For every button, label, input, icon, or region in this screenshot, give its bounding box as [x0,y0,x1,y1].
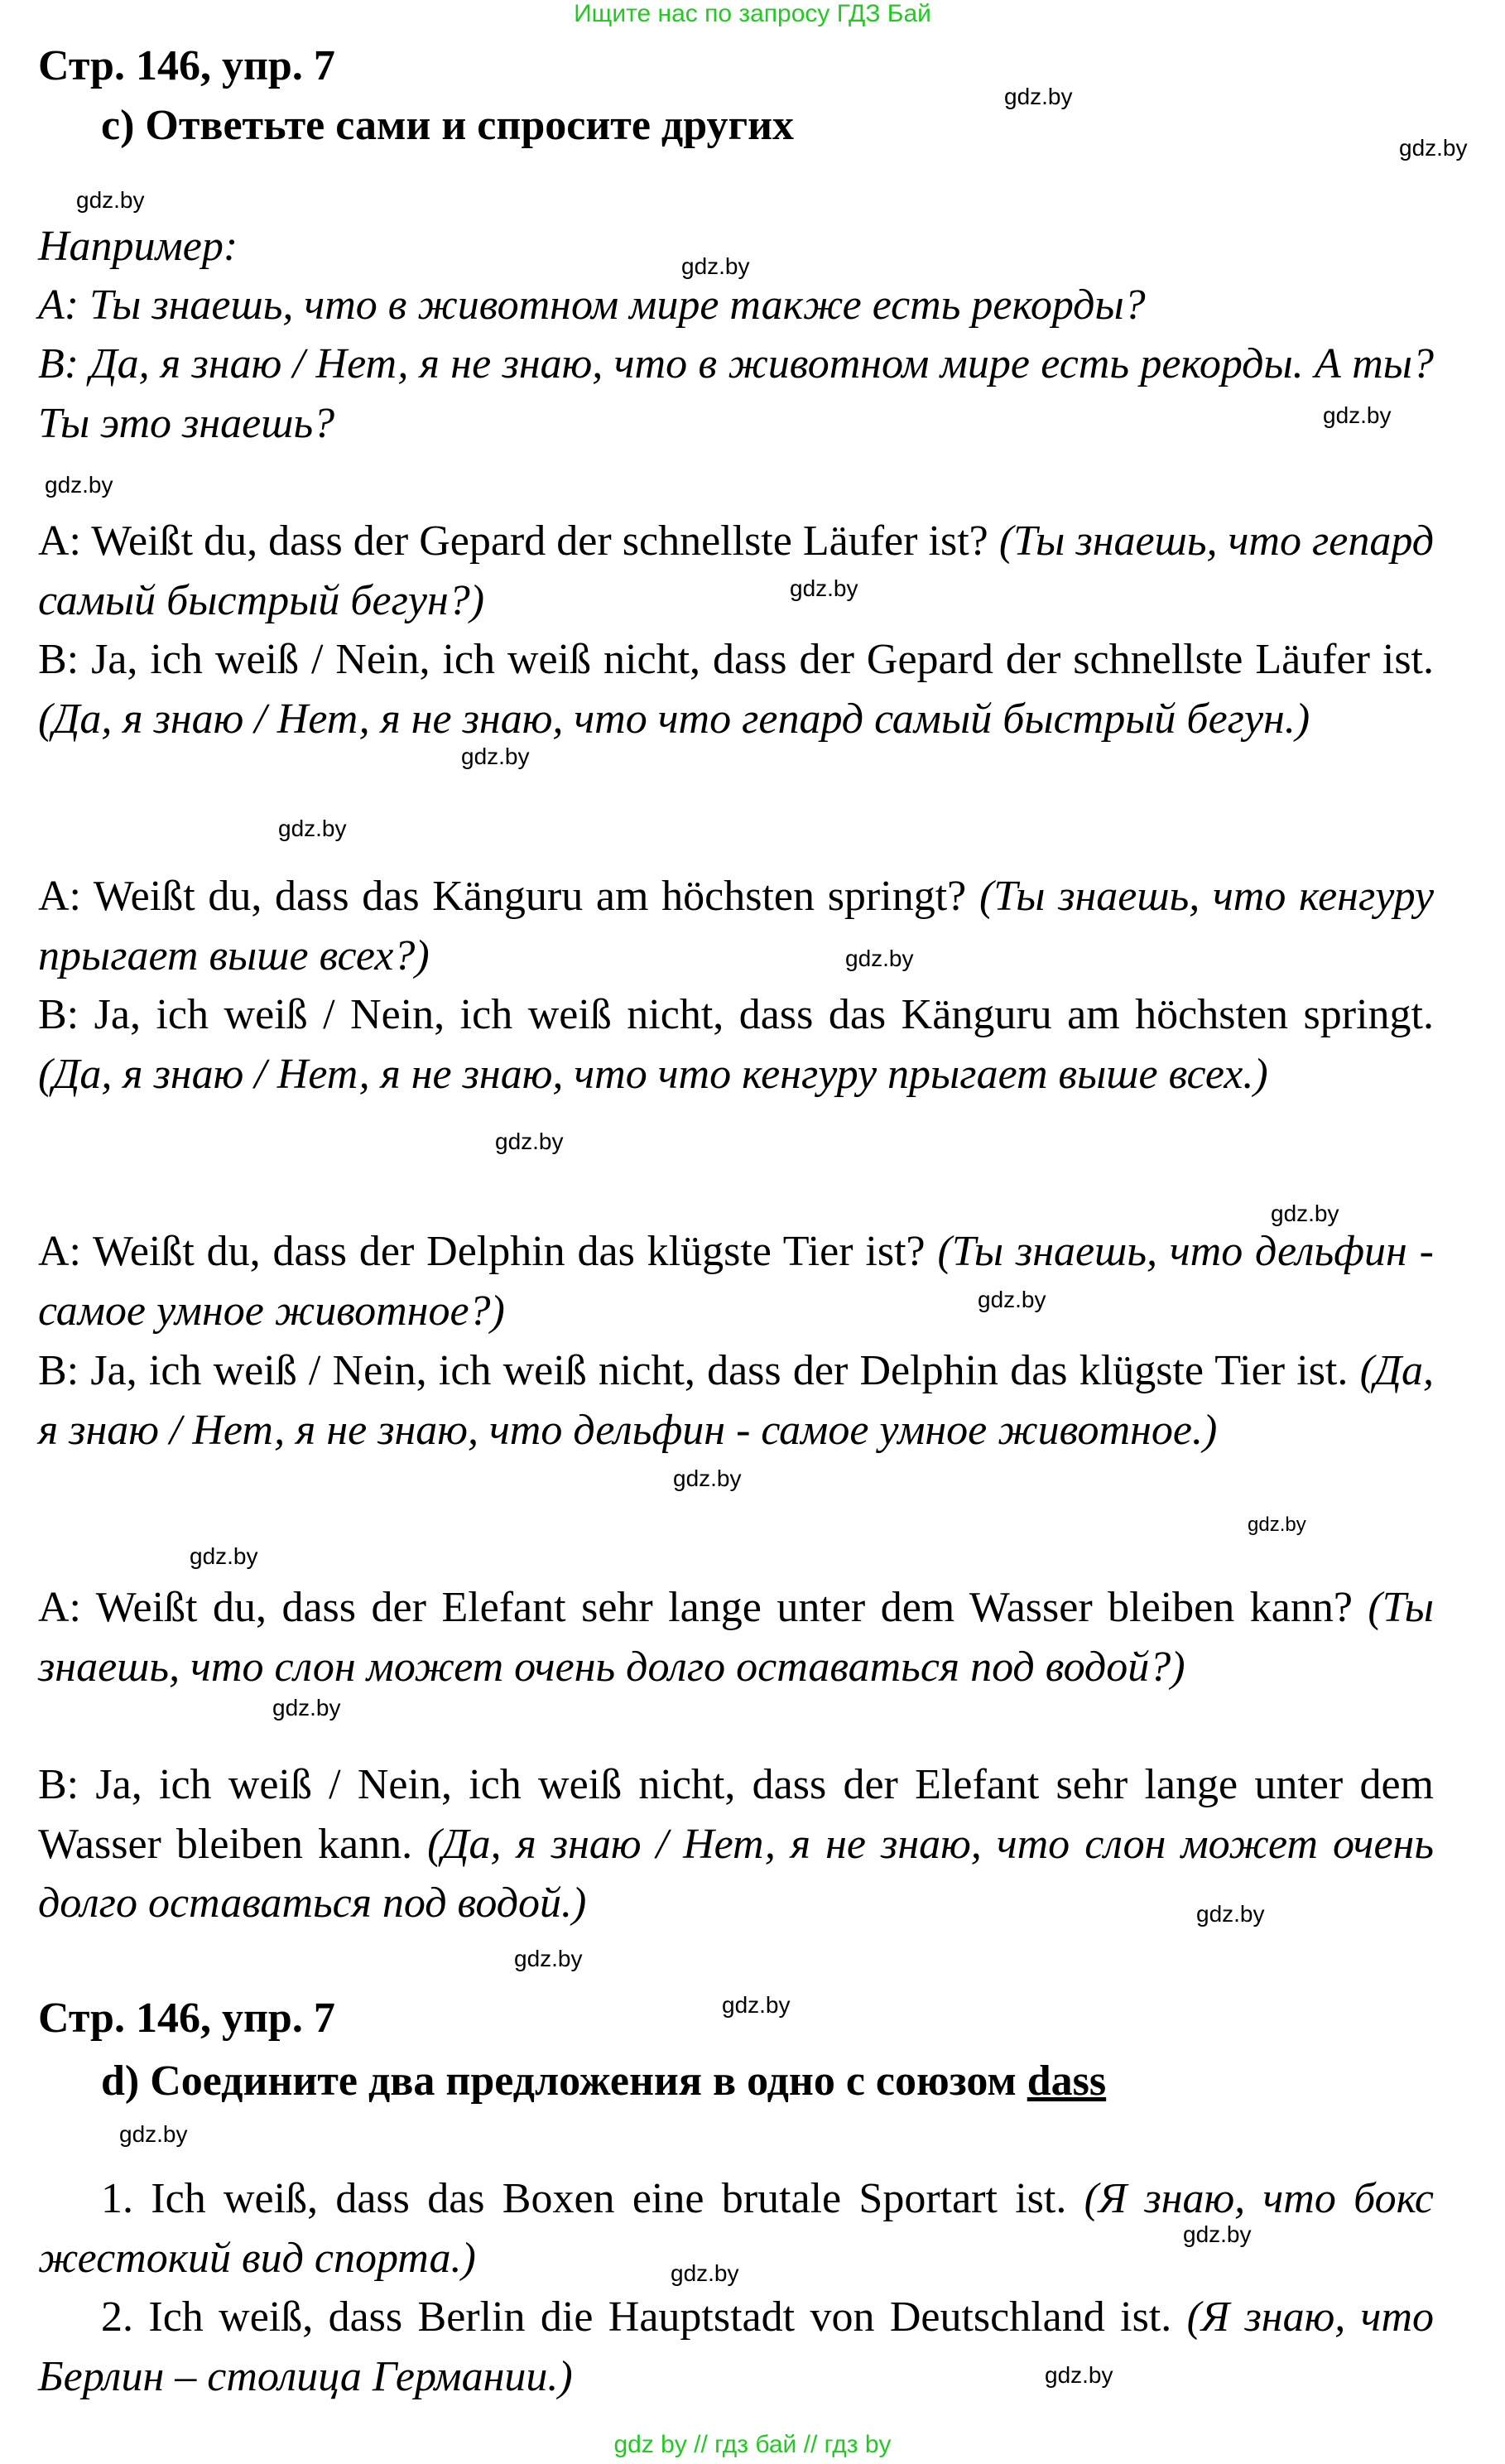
list-item-2-number: 2. [101,2293,133,2341]
watermark: gdz.by [978,1287,1046,1312]
example-label: Например: [38,223,238,270]
watermark: gdz.by [119,2121,188,2147]
watermark: gdz.by [1004,84,1073,109]
watermark: gdz.by [76,187,145,213]
list-item-2-russian: (Я знаю, что Берлин – столица Германии.) [38,2293,1434,2400]
watermark: gdz.by [1183,2221,1252,2247]
watermark: gdz.by [790,575,858,601]
top-banner[interactable]: Ищите нас по запросу ГДЗ Бай [574,0,931,27]
watermark: gdz.by [845,946,914,971]
watermark: gdz.by [1045,2362,1113,2388]
watermark: gdz.by [671,2260,739,2286]
watermark: gdz.by [1196,1901,1265,1927]
dialogue-1-b-russian: (Да, я знаю / Нет, я не знаю, что что гепард самый быстрый бегун.) [38,695,1310,743]
dialogue-2-a-german: A: Weißt du, dass das Känguru am höchsten springt? [38,873,967,920]
dialogue-4-a [38,1578,1434,1696]
bottom-banner[interactable]: gdz by // гдз бай // гдз by [613,2431,892,2458]
dialogue-2-b-german: B: Ja, ich weiß / Nein, ich weiß nicht, dass das Känguru am höchsten springt. [38,991,1434,1038]
watermark: gdz.by [461,744,530,769]
dialogue-3-b-russian: (Да, я знаю / Нет, я не знаю, что дельфин - самое умное животное.) [38,1347,1435,1454]
section-c-title: c) Ответьте сами и спросите других [101,102,795,149]
dialogue-2-a [38,867,1434,985]
watermark: gdz.by [190,1543,258,1569]
dialogue-1-b-german: B: Ja, ich weiß / Nein, ich weiß nicht, dass der Gepard der schnellste Läufer ist. [38,636,1434,683]
watermark: gdz.by [681,253,750,279]
dialogue-1-a [38,512,1434,630]
dialogue-4-a-russian: (Ты знаешь, что слон может очень долго оставаться под водой?) [38,1584,1434,1691]
watermark: gdz.by [278,816,347,841]
list-item-2 [38,2288,1434,2406]
watermark: gdz.by [673,1465,742,1491]
dialogue-2-b [38,985,1434,1104]
example-b: В: Да, я знаю / Нет, я не знаю, что в животном мире есть рекорды. А ты? Ты это знаешь? [38,340,1434,447]
list-item-2-german: Ich weiß, dass Berlin die Hauptstadt von Deutschland ist. [148,2293,1172,2341]
watermark: gdz.by [514,1946,583,1971]
watermark: gdz.by [495,1129,564,1154]
dialogue-3-a-russian: (Ты знаешь, что дельфин - самое умное животное?) [38,1228,1435,1335]
section-d-title [101,2057,1106,2106]
dialogue-4-b-russian: (Да, я знаю / Нет, я не знаю, что слон может очень долго оставаться под водой.) [38,1820,1435,1927]
dialogue-2-b-russian: (Да, я знаю / Нет, я не знаю, что что кенгуру прыгает выше всех.) [38,1050,1268,1098]
section-d-page-ref: Стр. 146, упр. 7 [38,1995,335,2042]
dialogue-2-a-russian: (Ты знаешь, что кенгуру прыгает выше всех?) [38,873,1435,979]
watermark: gdz.by [722,1992,791,2018]
watermark: gdz.by [272,1695,341,1720]
dialogue-1-a-german: A: Weißt du, dass der Gepard der schnellste Läufer ist? [38,517,988,565]
list-item-1-number: 1. [101,2175,133,2222]
dialogue-4-a-german: A: Weißt du, dass der Elefant sehr lange unter dem Wasser bleiben kann? [38,1584,1353,1631]
watermark: gdz.by [1271,1201,1339,1226]
watermark: gdz.by [1248,1514,1306,1536]
dialogue-3-a [38,1222,1434,1340]
dialogue-1-a-russian: (Ты знаешь, что гепард самый быстрый бегун?) [38,517,1435,624]
section-c-page-ref: Стр. 146, упр. 7 [38,42,335,89]
dialogue-3-b-german: B: Ja, ich weiß / Nein, ich weiß nicht, dass der Delphin das klügste Tier ist. [38,1347,1349,1394]
dialogue-3-a-german: A: Weißt du, dass der Delphin das klügste Tier ist? [38,1228,926,1275]
watermark: gdz.by [1323,402,1392,428]
list-item-1-russian: (Я знаю, что бокс жестокий вид спорта.) [38,2175,1435,2282]
watermark: gdz.by [1399,135,1468,161]
dialogue-3-b [38,1341,1434,1460]
list-item-1-german: Ich weiß, dass das Boxen eine brutale Sportart ist. [151,2175,1067,2222]
example-a: А: Ты знаешь, что в животном мире также есть рекорды? [38,282,1146,329]
section-d-title-text: d) Соедините два предложения в одно с союзом [101,2057,1027,2105]
dialogue-4-b-german: B: Ja, ich weiß / Nein, ich weiß nicht, dass der Elefant sehr lange unter dem Wasser bleiben kann. [38,1761,1434,1868]
section-d-title-keyword: dass [1027,2057,1107,2105]
dialogue-1-b [38,630,1434,748]
watermark: gdz.by [45,472,113,498]
